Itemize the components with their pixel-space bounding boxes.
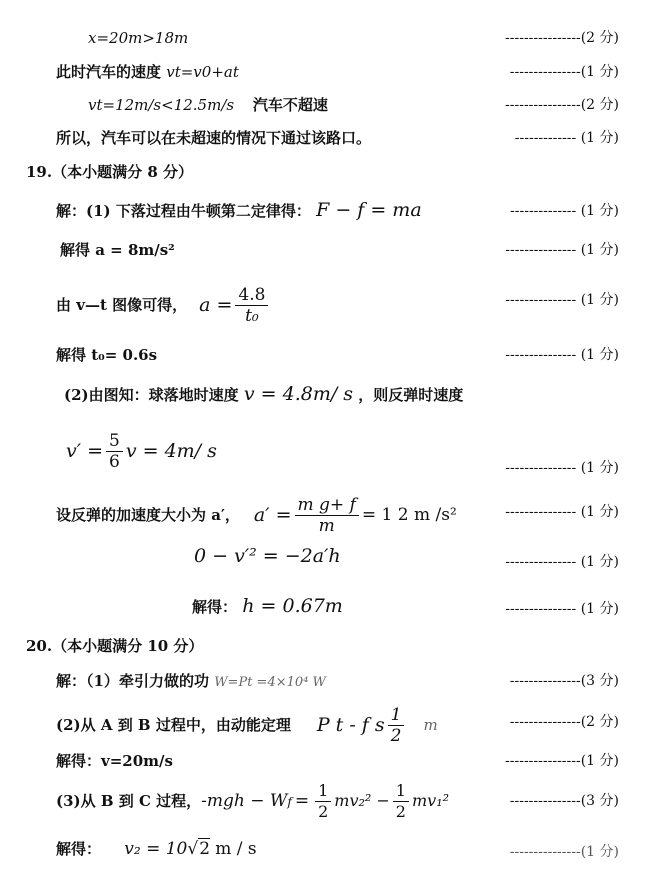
score-mark: ----------------(1 分) [505, 753, 619, 769]
q20-step-2-rhs: m [423, 716, 438, 734]
score-mark: ------------- (1 分) [514, 130, 619, 146]
result-line [88, 28, 188, 48]
q20-step-1 [56, 671, 326, 693]
q20-step-5-unit: m / s [215, 839, 257, 859]
q20-step-2-lhs: P t - f s [316, 714, 385, 736]
fraction-denominator: 2 [395, 801, 406, 821]
q19-step-1 [56, 200, 422, 221]
fraction-numerator: 4.8 [235, 285, 268, 306]
q19-step-1-text: 解：(1) 下落过程由牛顿第二定律得： [56, 202, 311, 220]
fraction-denominator: m [318, 515, 335, 536]
q19-heading: 19.（本小题满分 8 分） [26, 163, 193, 181]
speed-formula: vt=12m/s<12.5m/s [88, 96, 235, 114]
q19-step-8-formula: 0 − v′² = −2a′h [194, 545, 341, 567]
score-mark: --------------- (1 分) [505, 347, 619, 363]
score-mark: ---------------(3 分) [509, 793, 619, 809]
q19-step-5 [64, 384, 463, 405]
subscript-f: f [287, 795, 292, 809]
q20-step-4-text: (3)从 B 到 C 过程， [56, 792, 202, 810]
score-mark: --------------- (1 分) [505, 554, 619, 570]
q20-step-4-fraction-2 [393, 781, 409, 822]
q20-step-5-text: 解得： [56, 840, 102, 858]
q20-step-4-fraction-1 [315, 781, 331, 822]
fraction-numerator: 1 [393, 781, 409, 802]
q19-step-6-rhs: v = 4m/ s [125, 440, 217, 462]
score-mark: ---------------(1 分) [509, 844, 619, 860]
score-mark: ----------------(2 分) [505, 30, 619, 46]
score-mark: ---------------(3 分) [509, 673, 619, 689]
q20-step-2-fraction [388, 705, 405, 746]
q19-step-7-fraction [295, 495, 359, 536]
q20-step-4-lhs: -mgh − W [201, 791, 288, 811]
q19-step-7 [56, 490, 457, 540]
score-mark: --------------- (1 分) [505, 460, 619, 476]
conclusion-line: 所以，汽车可以在未超速的情况下通过该路口。 [56, 129, 372, 147]
score-mark: ----------------(2 分) [505, 97, 619, 113]
q19-step-7-lhs: a′ = [253, 504, 292, 526]
fraction-numerator: 5 [106, 431, 123, 452]
q19-step-7-text: 设反弹的加速度大小为 a′， [56, 506, 240, 524]
score-mark: --------------- (1 分) [505, 292, 619, 308]
q20-step-5-lhs: v₂ = 10 [124, 839, 188, 859]
q19-step-8 [194, 546, 341, 567]
q19-step-6-fraction [106, 431, 123, 472]
q19-step-5-suffix: ，则反弹时速度 [358, 386, 464, 404]
q20-step-5 [56, 839, 257, 859]
q19-step-6-lhs: v′ = [66, 440, 104, 462]
score-mark: ---------------(2 分) [509, 714, 619, 730]
fraction-denominator: 2 [318, 801, 329, 821]
speed-check-line [88, 95, 328, 115]
score-mark: --------------- (1 分) [505, 601, 619, 617]
score-mark: --------------- (1 分) [505, 242, 619, 258]
velocity-formula: vt=v0+at [166, 63, 239, 81]
score-mark: -------------- (1 分) [510, 203, 619, 219]
q19-step-9-formula: h = 0.67m [242, 595, 343, 617]
fraction-numerator: m g+ f [295, 495, 359, 516]
q19-step-5-formula: v = 4.8m/ s [243, 383, 354, 405]
fraction-denominator: 6 [109, 451, 120, 472]
equals-sign: = [294, 791, 310, 811]
q19-step-5-text: (2)由图知：球落地时速度 [64, 386, 239, 404]
speed-conclusion: 汽车不超速 [252, 96, 328, 114]
q20-step-4-rhs: mv₁² [411, 791, 450, 810]
score-mark: --------------- (1 分) [505, 504, 619, 520]
fraction-numerator: 1 [315, 781, 331, 802]
q19-step-6 [66, 426, 217, 476]
q19-step-2: 解得 a = 8m/s² [60, 241, 175, 259]
q19-step-3-text: 由 v—t 图像可得， [56, 296, 188, 314]
q19-step-3-lhs: a = [199, 294, 233, 316]
q19-step-9-text: 解得： [192, 598, 238, 616]
sqrt-radicand: 2 [199, 839, 211, 859]
q19-step-1-formula: F − f = ma [316, 199, 422, 221]
q20-step-1-formula: W=Pt =4×10⁴ W [214, 675, 326, 690]
q20-heading: 20.（本小题满分 10 分） [26, 637, 204, 655]
fraction-denominator: t₀ [245, 305, 259, 326]
fraction-denominator: 2 [390, 725, 402, 746]
q20-step-2-text: (2)从 A 到 B 过程中，由动能定理 [56, 716, 291, 734]
q19-step-9 [192, 596, 343, 617]
sqrt-symbol: √ [187, 839, 199, 859]
q20-step-3: 解得：v=20m/s [56, 752, 173, 770]
q19-step-3 [56, 280, 271, 330]
q20-step-4 [56, 776, 449, 826]
distance-result: x=20m>18m [88, 29, 189, 47]
q20-step-1-text: 解：（1）牵引力做的功 [56, 672, 209, 690]
q19-step-3-fraction [235, 285, 268, 326]
q20-step-4-mid: mv₂² − [334, 791, 390, 810]
velocity-label: 此时汽车的速度 [56, 63, 167, 81]
q20-step-2 [56, 700, 438, 750]
q19-step-4: 解得 t₀= 0.6s [56, 346, 158, 364]
q19-step-7-rhs: = 1 2 m /s² [361, 505, 457, 525]
score-mark: ---------------(1 分) [509, 64, 619, 80]
fraction-numerator: 1 [388, 705, 405, 726]
velocity-line [56, 62, 239, 82]
